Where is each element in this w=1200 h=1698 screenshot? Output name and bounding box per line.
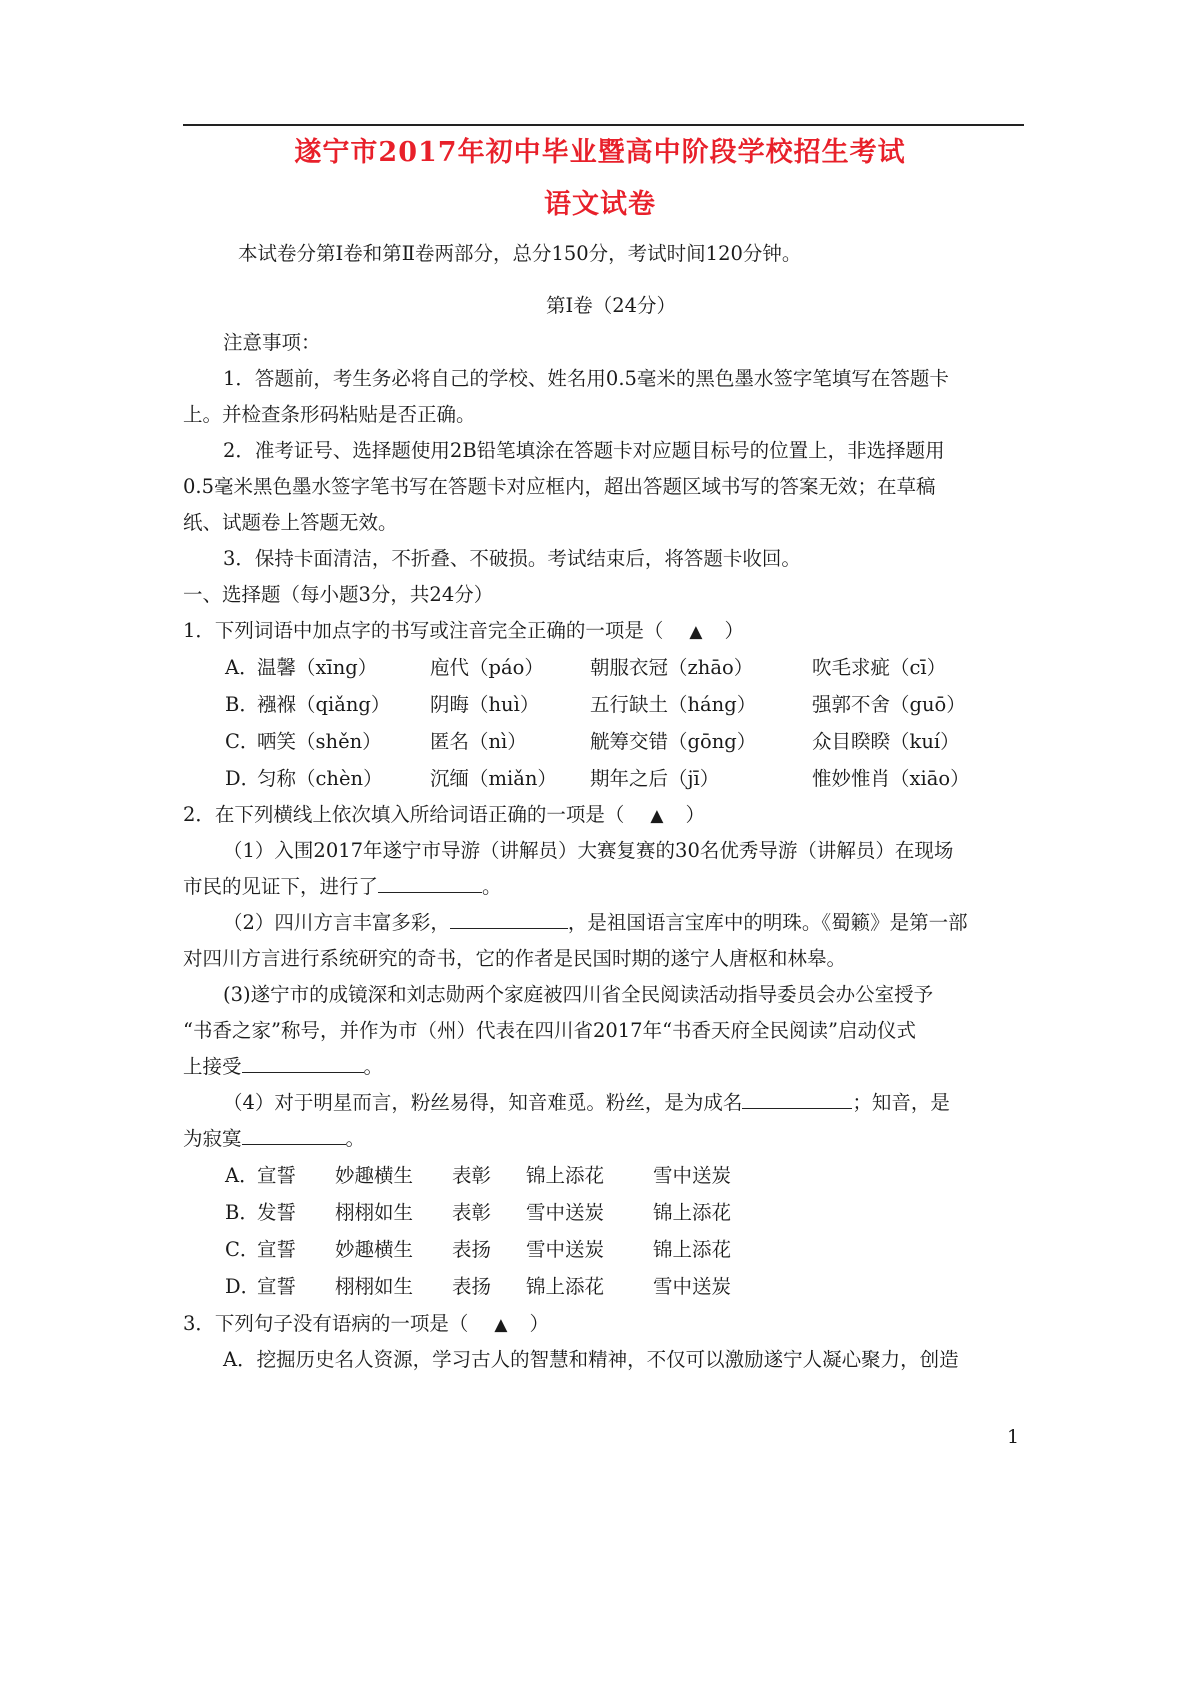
option-item: 吹毛求疵（cī）: [812, 656, 947, 679]
q2-sentence-4-line-1: [223, 1090, 950, 1116]
q2-sentence-4-line-2: [183, 1126, 365, 1152]
sentence-text: （4）对于明星而言，粉丝易得，知音难觅。粉丝，是为成名: [223, 1091, 743, 1114]
answer-marker-icon: ▲: [494, 1315, 508, 1335]
option-item: 发誓: [257, 1201, 297, 1224]
option-item: 匿名（nì）: [430, 730, 527, 753]
answer-marker-icon: ▲: [650, 806, 664, 826]
question-1-stem: [183, 618, 744, 645]
option-label: C．: [225, 730, 260, 753]
question-3-stem: [183, 1311, 549, 1338]
option-item: 雪中送炭: [526, 1238, 605, 1261]
option-item: 沉缅（miǎn）: [430, 767, 557, 790]
option-item: 宣誓: [257, 1275, 297, 1298]
question-2-stem: [183, 802, 705, 829]
option-label: B．: [225, 1201, 259, 1224]
q2-sentence-1-line-2: [183, 874, 502, 900]
sentence-text: （2）四川方言丰富多彩，: [223, 911, 450, 934]
option-item: 匀称（chèn）: [257, 767, 383, 790]
option-label: D．: [225, 1275, 261, 1298]
option-label: A．: [225, 656, 259, 679]
fill-blank: [450, 910, 568, 929]
option-label: C．: [225, 1238, 260, 1261]
exam-title: 遂宁市2017年初中毕业暨高中阶段学校招生考试: [294, 137, 906, 168]
page-number: 1: [1007, 1426, 1020, 1448]
option-item: 哂笑（shěn）: [257, 730, 382, 753]
option-label: B．: [225, 693, 259, 716]
sentence-end: 。: [363, 1055, 384, 1078]
fill-blank: [242, 1126, 346, 1145]
option-item: 温馨（xīng）: [257, 656, 378, 679]
q2-sentence-3-line-3: [183, 1054, 383, 1080]
option-item: 锦上添花: [526, 1164, 605, 1187]
option-label: D．: [225, 767, 261, 790]
exam-subtitle: 语文试卷: [544, 189, 656, 220]
sentence-text: 为寂寞: [183, 1127, 242, 1150]
sentence-end: 。: [345, 1127, 366, 1150]
option-item: 惟妙惟肖（xiāo）: [812, 767, 970, 790]
note-2-line-1: 2．准考证号、选择题使用2B铅笔填涂在答题卡对应题目标号的位置上，非选择题用: [223, 439, 945, 462]
note-2-line-3: 纸、试题卷上答题无效。: [183, 511, 398, 534]
answer-marker-icon: ▲: [689, 622, 703, 642]
option-item: 庖代（páo）: [430, 656, 544, 679]
intro-text: 本试卷分第Ⅰ卷和第Ⅱ卷两部分，总分150分，考试时间120分钟。: [238, 242, 802, 265]
option-item: 雪中送炭: [526, 1201, 605, 1224]
fill-blank: [242, 1054, 364, 1073]
question-3-text: 3．下列句子没有语病的一项是（: [183, 1312, 469, 1335]
q2-sentence-2-line-2: 对四川方言进行系统研究的奇书，它的作者是民国时期的遂宁人唐枢和林皋。: [183, 947, 847, 970]
q2-sentence-1-line-1: （1）入围2017年遂宁市导游（讲解员）大赛复赛的30名优秀导游（讲解员）在现场: [223, 839, 954, 862]
option-item: 强郭不舍（guō）: [812, 693, 966, 716]
option-item: 宣誓: [257, 1164, 297, 1187]
q2-sentence-3-line-1: (3)遂宁市的成镜深和刘志勋两个家庭被四川省全民阅读活动指导委员会办公室授予: [223, 983, 934, 1006]
section1-heading: 一、选择题（每小题3分，共24分）: [183, 583, 494, 606]
question-2-close: ）: [685, 803, 706, 826]
option-item: 表扬: [452, 1238, 492, 1261]
note-3: 3．保持卡面清洁，不折叠、不破损。考试结束后，将答题卡收回。: [223, 547, 801, 570]
q2-sentence-2-line-1: [223, 910, 968, 936]
note-1-line-1: 1．答题前，考生务必将自己的学校、姓名用0.5毫米的黑色墨水签字笔填写在答题卡: [223, 367, 949, 390]
option-item: 表彰: [452, 1201, 492, 1224]
q2-sentence-3-line-2: “书香之家”称号，并作为市（州）代表在四川省2017年“书香天府全民阅读”启动仪式: [183, 1019, 917, 1042]
option-item: 栩栩如生: [335, 1201, 414, 1224]
option-item: 雪中送炭: [653, 1275, 732, 1298]
option-item: 阴晦（huì）: [430, 693, 540, 716]
option-item: 襁褓（qiǎng）: [257, 693, 391, 716]
question-3-option-a: A．挖掘历史名人资源，学习古人的智慧和精神，不仅可以激励遂宁人凝心聚力，创造: [223, 1348, 959, 1371]
option-item: 众目睽睽（kuí）: [812, 730, 960, 753]
option-item: 表扬: [452, 1275, 492, 1298]
fill-blank: [742, 1090, 852, 1109]
option-label: A．: [225, 1164, 259, 1187]
option-item: 锦上添花: [653, 1201, 732, 1224]
option-item: 锦上添花: [526, 1275, 605, 1298]
note-2-line-2: 0.5毫米黑色墨水签字笔书写在答题卡对应框内，超出答题区域书写的答案无效；在草稿: [183, 475, 936, 498]
option-item: 表彰: [452, 1164, 492, 1187]
sentence-end: 。: [482, 875, 502, 898]
option-item: 期年之后（jī）: [590, 767, 720, 790]
notes-heading: 注意事项：: [223, 331, 321, 354]
top-rule: [183, 124, 1024, 126]
sentence-text: 上接受: [183, 1055, 242, 1078]
option-item: 锦上添花: [653, 1238, 732, 1261]
question-1-text: 1．下列词语中加点字的书写或注音完全正确的一项是（: [183, 619, 664, 642]
option-item: 宣誓: [257, 1238, 297, 1261]
option-item: 五行缺土（háng）: [590, 693, 757, 716]
question-3-close: ）: [529, 1312, 550, 1335]
fill-blank: [378, 874, 482, 893]
option-item: 雪中送炭: [653, 1164, 732, 1187]
volume1-heading: 第Ⅰ卷（24分）: [546, 294, 677, 317]
sentence-text: 市民的见证下，进行了: [183, 875, 379, 898]
option-item: 妙趣横生: [335, 1238, 414, 1261]
option-item: 妙趣横生: [335, 1164, 414, 1187]
question-2-text: 2．在下列横线上依次填入所给词语正确的一项是（: [183, 803, 625, 826]
note-1-line-2: 上。并检查条形码粘贴是否正确。: [183, 403, 476, 426]
question-1-close: ）: [724, 619, 745, 642]
sentence-text: ；知音，是: [852, 1091, 950, 1114]
option-item: 觥筹交错（gōng）: [590, 730, 757, 753]
option-item: 栩栩如生: [335, 1275, 414, 1298]
sentence-text: ，是祖国语言宝库中的明珠。《蜀籁》是第一部: [567, 911, 968, 934]
option-item: 朝服衣冠（zhāo）: [590, 656, 754, 679]
